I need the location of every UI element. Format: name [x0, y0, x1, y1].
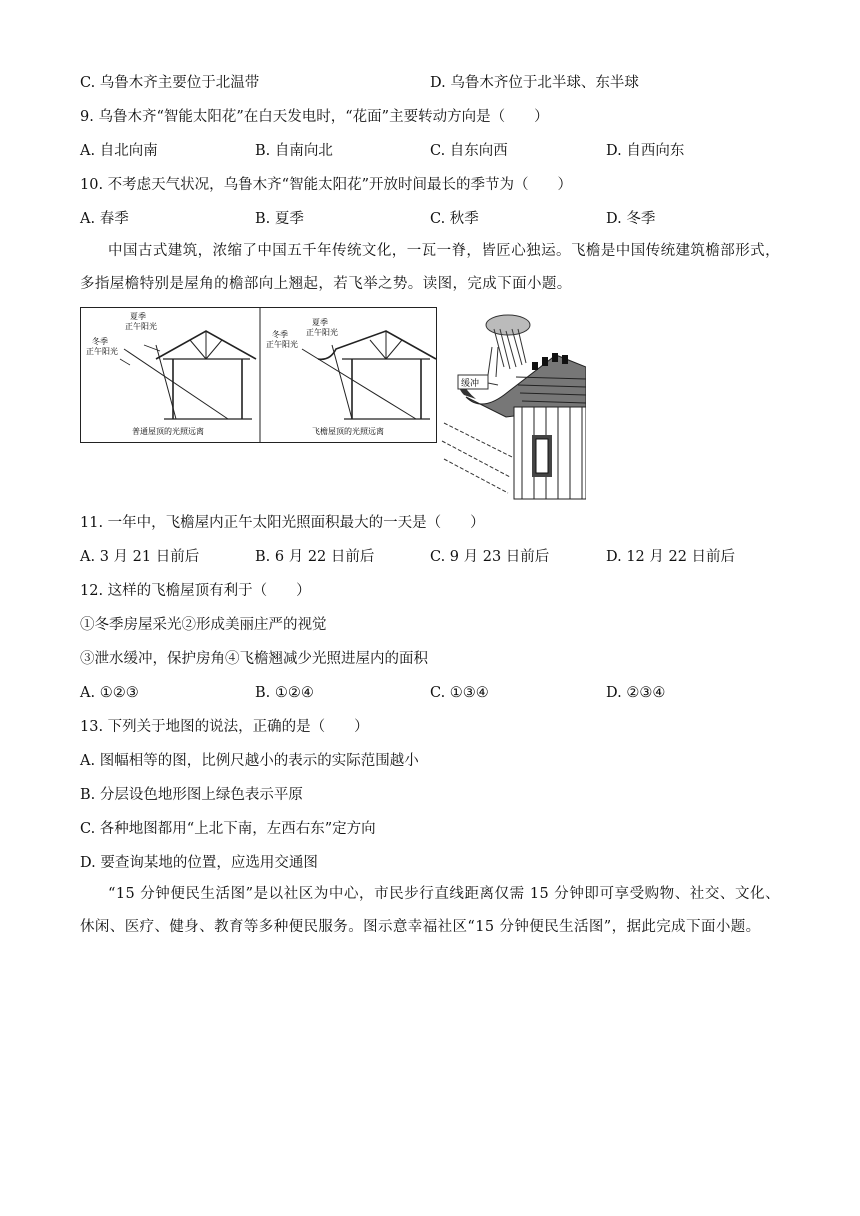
q9-option-d: D. 自西向东 [606, 143, 685, 159]
q12-option-a: A. ①②③ [80, 685, 139, 701]
q8-option-c: C. 乌鲁木齐主要位于北温带 [80, 75, 260, 91]
right-winter-sub: 正午阳光 [266, 340, 298, 349]
q12-items-line1: ①冬季房屋采光②形成美丽庄严的视觉 [80, 617, 327, 633]
eaves-diagram [80, 307, 440, 445]
q13-stem: 13. 下列关于地图的说法，正确的是（ ） [80, 719, 369, 735]
right-summer-sub: 正午阳光 [306, 328, 338, 337]
q10-option-c: C. 秋季 [430, 211, 479, 227]
left-summer-label: 夏季 [130, 312, 146, 321]
right-caption: 飞檐屋顶的光照远离 [312, 427, 384, 436]
q13-option-c: C. 各种地图都用“上北下南，左西右东”定方向 [80, 821, 376, 837]
passage-flying-eaves-text: 中国古式建筑，浓缩了中国五千年传统文化，一瓦一脊，皆匠心独运。飞檐是中国传统建筑檐部形式，多指屋檐特别是屋角的檐部向上翘起，若飞举之势。读图，完成下面小题。 [80, 243, 780, 292]
passage-flying-eaves [80, 235, 780, 301]
q11-option-d: D. 12 月 22 日前后 [606, 549, 736, 565]
q12-option-b: B. ①②④ [255, 685, 314, 701]
q9-option-a: A. 自北向南 [80, 143, 158, 159]
right-summer-label: 夏季 [312, 318, 328, 327]
passage-15min-text: “15 分钟便民生活图”是以社区为中心，市民步行直线距离仅需 15 分钟即可享受购物、社交、文化、休闲、医疗、健身、教育等多种便民服务。图示意幸福社区“15 分钟便民生活图”，据此完成下面小题。 [80, 886, 780, 935]
left-winter-label: 冬季 [92, 337, 108, 346]
q9-option-c: C. 自东向西 [430, 143, 508, 159]
q12-option-c: C. ①③④ [430, 685, 489, 701]
buffer-label: 缓冲 [461, 379, 480, 389]
q10-option-a: A. 春季 [80, 211, 129, 227]
right-winter-label: 冬季 [272, 330, 288, 339]
q12-stem: 12. 这样的飞檐屋顶有利于（ ） [80, 583, 311, 599]
q8-option-d: D. 乌鲁木齐位于北半球、东半球 [430, 75, 639, 91]
q10-option-d: D. 冬季 [606, 211, 656, 227]
left-winter-sub: 正午阳光 [86, 347, 118, 356]
q11-option-a: A. 3 月 21 日前后 [80, 549, 200, 565]
rain-icon [486, 315, 530, 377]
flying-eave-illustration [436, 307, 586, 502]
q13-option-b: B. 分层设色地形图上绿色表示平原 [80, 787, 303, 803]
q9-stem: 9. 乌鲁木齐“智能太阳花”在白天发电时，“花面”主要转动方向是（ ） [80, 109, 549, 125]
q11-option-b: B. 6 月 22 日前后 [255, 549, 375, 565]
q11-stem: 11. 一年中，飞檐屋内正午太阳光照面积最大的一天是（ ） [80, 515, 485, 531]
left-summer-sub: 正午阳光 [125, 322, 157, 331]
passage-15min-living-circle [80, 878, 780, 944]
q13-option-a: A. 图幅相等的图，比例尺越小的表示的实际范围越小 [80, 753, 419, 769]
q12-option-d: D. ②③④ [606, 685, 666, 701]
left-caption: 普通屋顶的光照远离 [132, 427, 204, 436]
q10-option-b: B. 夏季 [255, 211, 304, 227]
q10-stem: 10. 不考虑天气状况，乌鲁木齐“智能太阳花”开放时间最长的季节为（ ） [80, 177, 572, 193]
q13-option-d: D. 要查询某地的位置，应选用交通图 [80, 855, 318, 871]
q12-items-line2: ③泄水缓冲，保护房角④飞檐翘减少光照进屋内的面积 [80, 651, 428, 667]
q11-option-c: C. 9 月 23 日前后 [430, 549, 550, 565]
q9-option-b: B. 自南向北 [255, 143, 333, 159]
